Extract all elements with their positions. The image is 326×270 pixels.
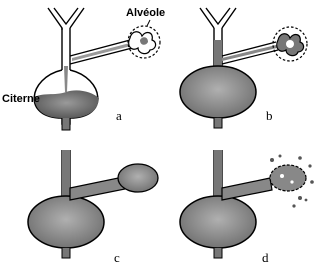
panel-a	[2, 7, 165, 130]
panel-letter-a: a	[116, 108, 122, 123]
panel-b	[180, 8, 307, 128]
panel-letter-c: c	[114, 250, 120, 265]
panel-letter-d: d	[262, 250, 269, 265]
panel-letter-b: b	[266, 108, 273, 123]
panel-d	[180, 150, 314, 265]
label-citerne: Citerne	[2, 93, 40, 105]
label-alveole: Alvéole	[126, 7, 166, 19]
panel-c	[28, 150, 158, 265]
